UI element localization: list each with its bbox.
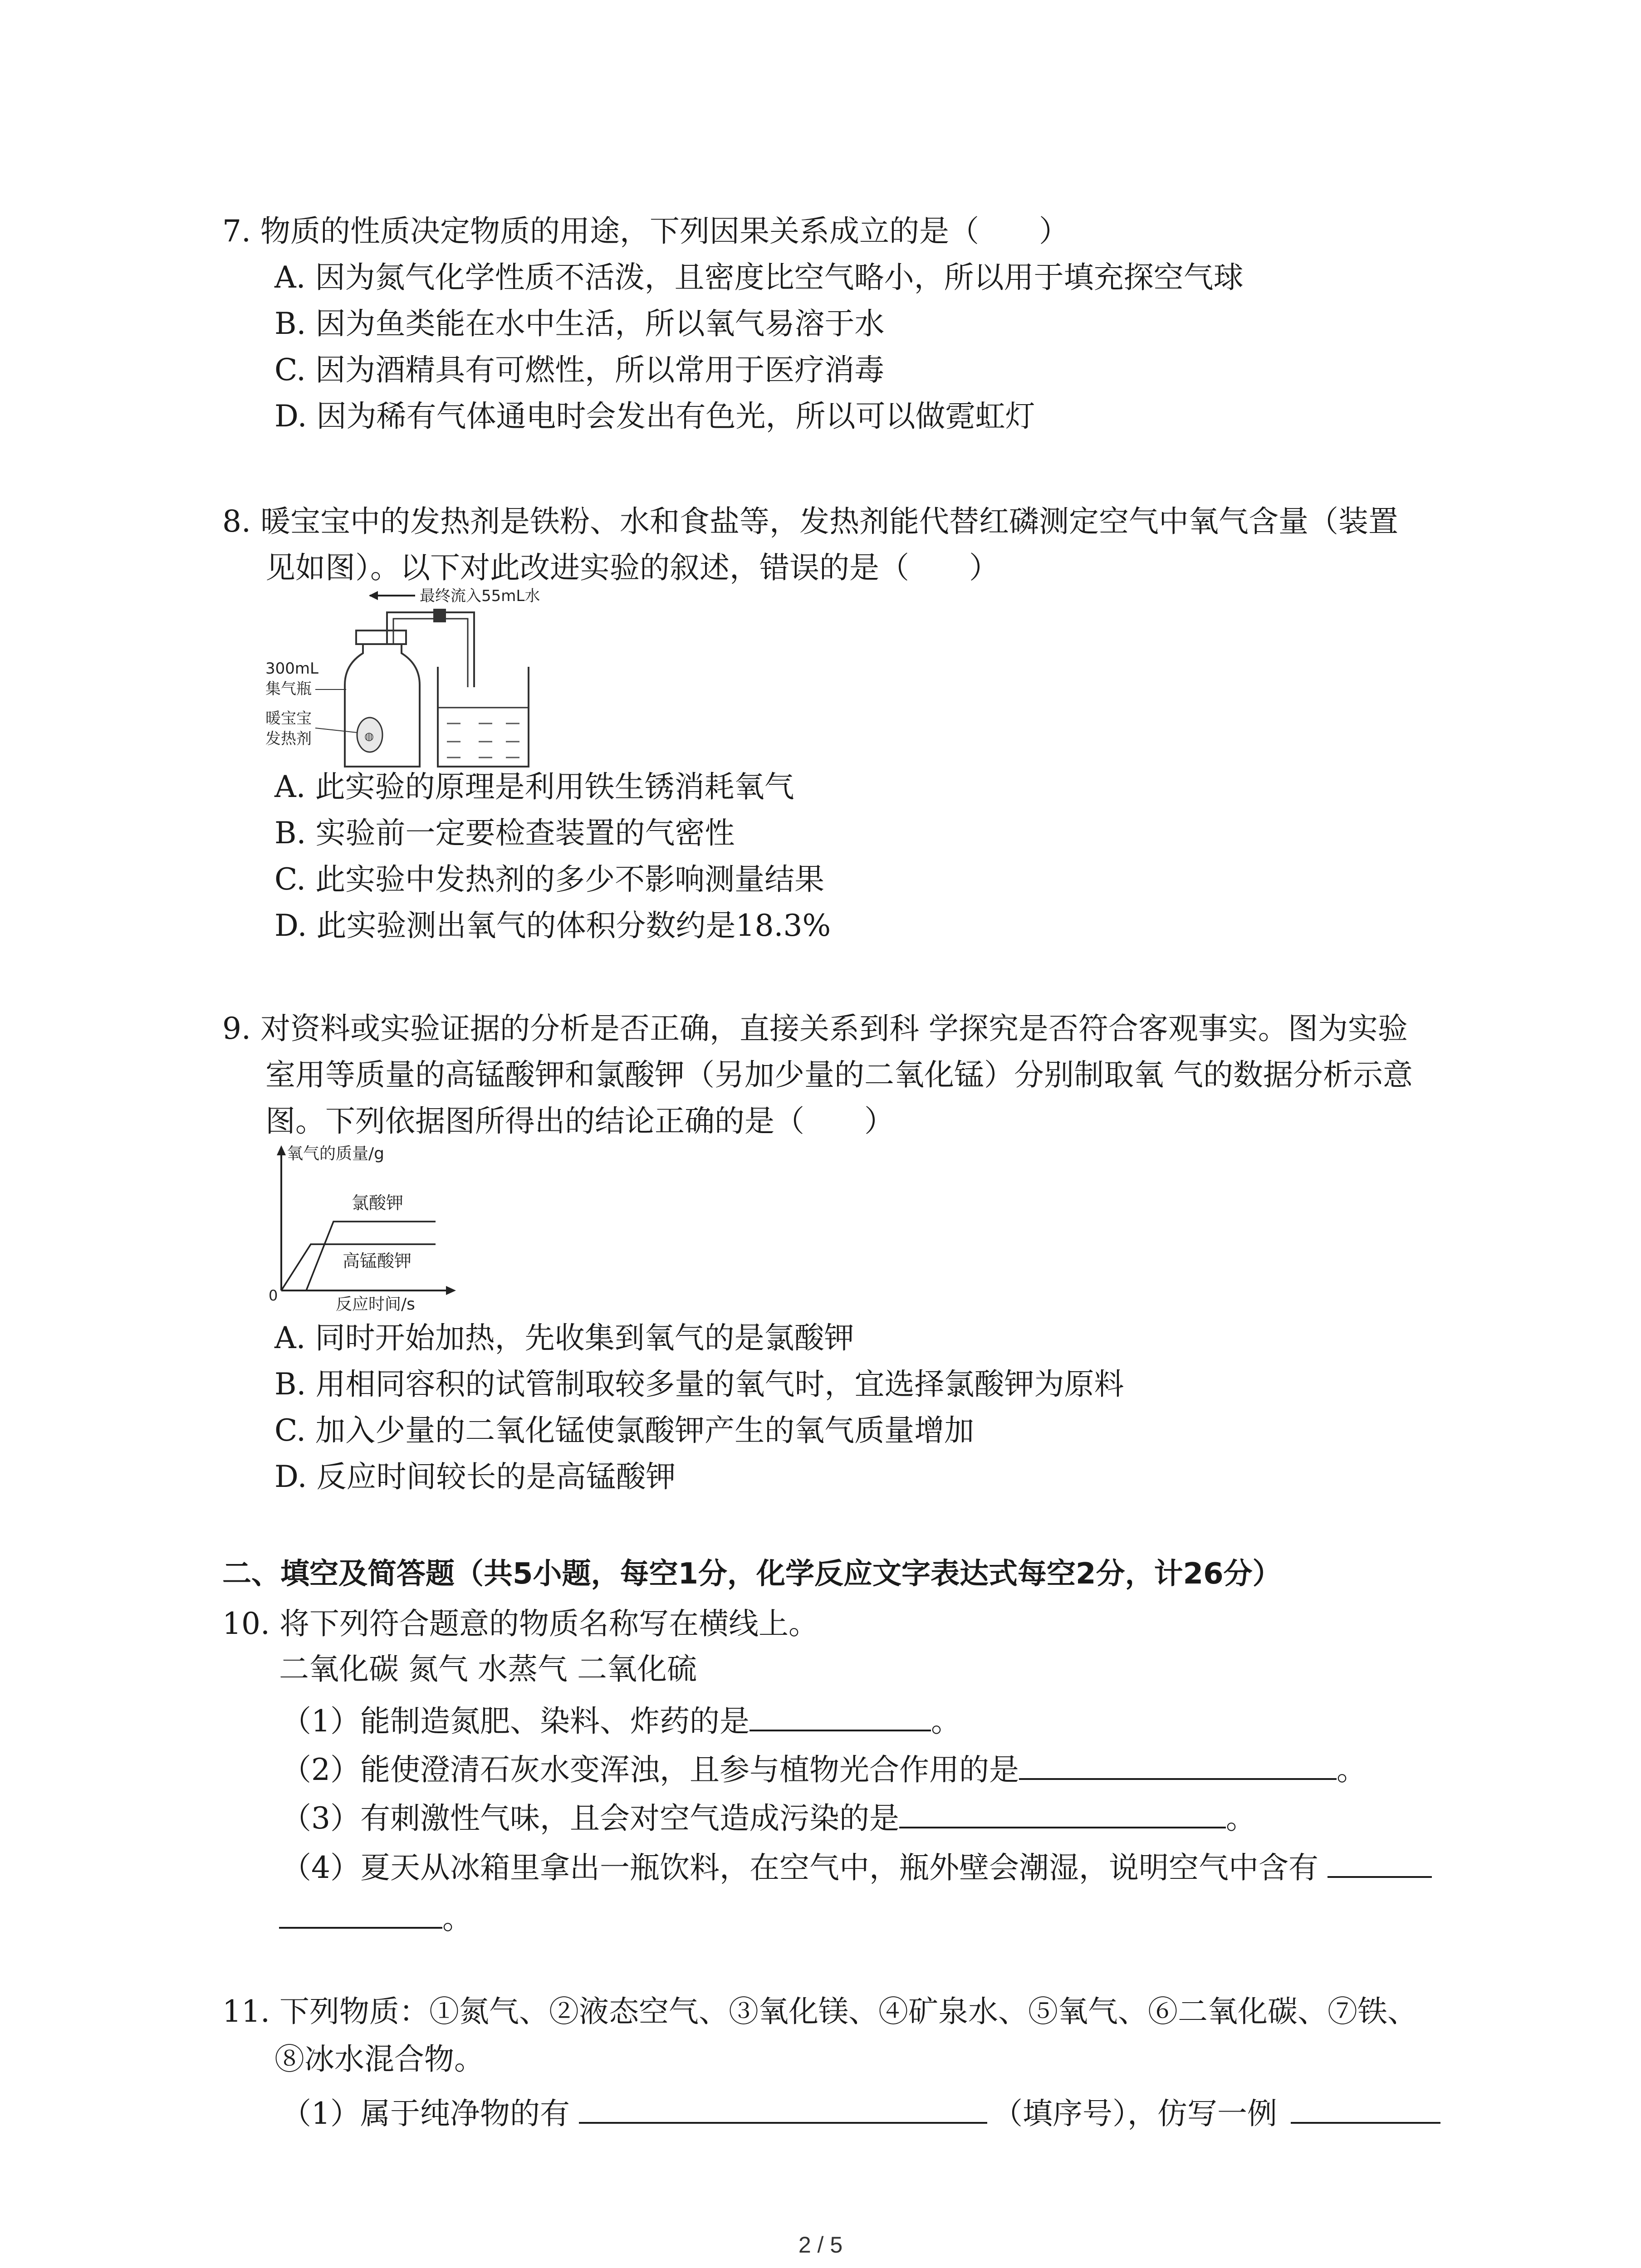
q11-stem-line1: 11. 下列物质：①氮气、②液态空气、③氧化镁、④矿泉水、⑤氧气、⑥二氧化碳、⑦铁、	[222, 1994, 1417, 2029]
beaker	[438, 667, 529, 767]
q9-oxygen-chart	[268, 1141, 485, 1313]
q10-item-3	[281, 1800, 1256, 1837]
q7-option-b: B. 因为鱼类能在水中生活，所以氧气易溶于水	[274, 306, 885, 341]
q10-choices: 二氧化碳 氮气 水蒸气 二氧化硫	[279, 1652, 697, 1686]
label-bottle: 集气瓶	[265, 680, 312, 698]
q11-answer-blank-2[interactable]	[1291, 2097, 1440, 2124]
q10-answer-blank-2[interactable]	[1019, 1753, 1337, 1780]
q10-item-4	[281, 1850, 1432, 1886]
q10-item-3-text: （3）有刺激性气味，且会对空气造成污染的是	[281, 1801, 899, 1836]
q10-item-1-text: （1）能制造氮肥、染料、炸药的是	[281, 1704, 749, 1739]
q10-answer-blank-4a[interactable]	[1327, 1851, 1432, 1878]
q11-answer-blank-1[interactable]	[579, 2097, 987, 2124]
q11-item-1-middle: （填序号），仿写一例	[993, 2096, 1277, 2131]
q9-stem-line1: 9. 对资料或实验证据的分析是否正确，直接关系到科 学探究是否符合客观事实。图为实验	[222, 1011, 1408, 1046]
q10-item-1-end: 。	[931, 1704, 961, 1739]
leader-pack	[315, 728, 357, 733]
section2-title: 二、填空及简答题（共5小题，每空1分，化学反应文字表达式每空2分，计26分）	[222, 1557, 1282, 1591]
connecting-tube	[387, 612, 474, 687]
label-pack-1: 暖宝宝	[265, 709, 312, 728]
water-dashes	[447, 723, 519, 758]
gas-collecting-bottle	[345, 644, 420, 767]
q10-answer-blank-3[interactable]	[899, 1801, 1226, 1828]
q9-option-b: B. 用相同容积的试管制取较多量的氧气时，宜选择氯酸钾为原料	[274, 1367, 1124, 1402]
flow-arrow-head	[369, 591, 378, 600]
connecting-tube-inner	[393, 619, 468, 687]
q8-apparatus-figure	[265, 587, 810, 769]
q11-item-1-text: （1）属于纯净物的有	[281, 2096, 570, 2131]
x-axis-label: 反应时间/s	[336, 1295, 415, 1313]
y-axis-label: 氧气的质量/g	[287, 1144, 384, 1163]
q8-option-b: B. 实验前一定要检查装置的气密性	[274, 816, 735, 850]
series-label-kmno4: 高锰酸钾	[343, 1251, 412, 1271]
q9-stem-line3: 图。下列依据图所得出的结论正确的是（ ）	[265, 1104, 894, 1139]
bottle-stopper	[356, 631, 406, 644]
q10-answer-blank-1[interactable]	[749, 1704, 931, 1731]
q9-option-a: A. 同时开始加热，先收集到氧气的是氯酸钾	[274, 1320, 854, 1355]
q10-item-4-end: 。	[442, 1901, 472, 1936]
q9-option-c: C. 加入少量的二氧化锰使氯酸钾产生的氧气质量增加	[274, 1413, 975, 1448]
y-axis-arrow	[277, 1145, 286, 1155]
q8-stem-line2: 见如图）。以下对此改进实验的叙述，错误的是（ ）	[265, 550, 999, 585]
q10-stem: 10. 将下列符合题意的物质名称写在横线上。	[222, 1606, 818, 1641]
q10-item-2	[281, 1752, 1367, 1788]
origin-label: 0	[269, 1287, 278, 1304]
q7-option-d: D. 因为稀有气体通电时会发出有色光，所以可以做霓虹灯	[274, 399, 1035, 434]
label-pack-2: 发热剂	[265, 730, 312, 748]
label-volume: 300mL	[265, 660, 318, 678]
heating-pack-glyph: ◍	[364, 730, 374, 743]
q7-option-a: A. 因为氮气化学性质不活泼，且密度比空气略小，所以用于填充探空气球	[274, 260, 1244, 295]
q10-item-2-text: （2）能使澄清石灰水变浑浊，且参与植物光合作用的是	[281, 1752, 1019, 1787]
q9-option-d: D. 反应时间较长的是高锰酸钾	[274, 1459, 676, 1494]
q9-stem-line2: 室用等质量的高锰酸钾和氯酸钾（另加少量的二氧化锰）分别制取氧 气的数据分析示意	[265, 1057, 1413, 1092]
arrow-label: 最终流入55mL水	[420, 587, 540, 605]
q11-stem-line2: ⑧冰水混合物。	[274, 2042, 484, 2077]
q10-item-4-text: （4）夏天从冰箱里拿出一瓶饮料，在空气中，瓶外壁会潮湿，说明空气中含有	[281, 1850, 1318, 1885]
tube-clamp	[433, 609, 446, 622]
q10-answer-blank-4b[interactable]	[279, 1901, 442, 1929]
q8-option-d: D. 此实验测出氧气的体积分数约是18.3%	[274, 908, 831, 943]
x-axis-arrow	[446, 1286, 456, 1295]
q7-option-c: C. 因为酒精具有可燃性，所以常用于医疗消毒	[274, 352, 885, 387]
q10-item-2-end: 。	[1337, 1752, 1367, 1787]
q11-item-1	[281, 2096, 1440, 2132]
q7-stem: 7. 物质的性质决定物质的用途，下列因果关系成立的是（ ）	[222, 214, 1069, 249]
q8-option-a: A. 此实验的原理是利用铁生锈消耗氧气	[274, 769, 794, 804]
q8-stem-line1: 8. 暖宝宝中的发热剂是铁粉、水和食盐等，发热剂能代替红磷测定空气中氧气含量（装置	[222, 504, 1398, 539]
q10-item-3-end: 。	[1226, 1801, 1256, 1836]
q10-item-4-cont	[279, 1901, 472, 1937]
q10-item-1	[281, 1703, 961, 1740]
q8-option-c: C. 此实验中发热剂的多少不影响测量结果	[274, 862, 825, 897]
page-number: 2 / 5	[798, 2232, 843, 2258]
series-label-kclo3: 氯酸钾	[352, 1193, 404, 1213]
